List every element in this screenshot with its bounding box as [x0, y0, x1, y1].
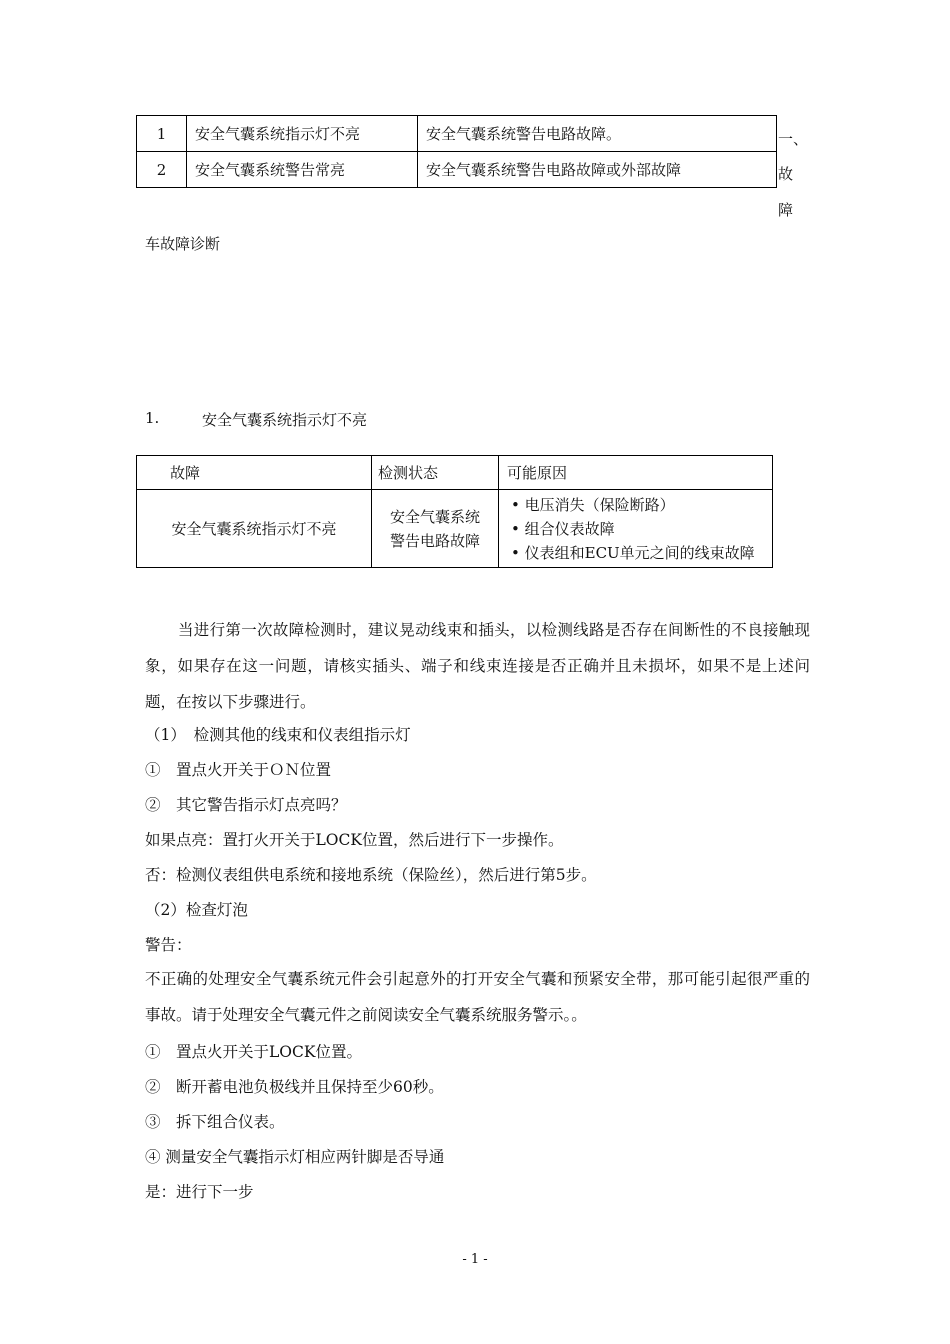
step1-if-yes: 如果点亮：置打火开关于LOCK位置，然后进行下一步操作。 — [145, 831, 564, 849]
cause-item: • 仪表组和ECU单元之间的线束故障 — [511, 543, 755, 562]
step2-item: ③ 拆下组合仪表。 — [145, 1113, 285, 1131]
state-line: 警告电路故障 — [389, 531, 480, 550]
row-number: 2 — [137, 152, 187, 188]
table-row — [137, 490, 773, 568]
step1-item: ② 其它警告指示灯点亮吗？ — [145, 796, 347, 814]
symptom-cell: 安全气囊系统指示灯不亮 — [187, 116, 418, 152]
table-header-row — [137, 456, 773, 490]
step2-item: ④ 测量安全气囊指示灯相应两针脚是否导通 — [145, 1148, 445, 1166]
side-heading-1: 一、 — [778, 130, 809, 148]
row-number: 1 — [137, 116, 187, 152]
step2-item: ② 断开蓄电池负极线并且保持至少60秒。 — [145, 1078, 444, 1096]
side-heading-2: 故 — [778, 165, 794, 183]
cause-cell: 安全气囊系统警告电路故障。 — [418, 116, 777, 152]
diagnosis-table — [136, 455, 773, 568]
symptom-cell: 安全气囊系统警告常亮 — [187, 152, 418, 188]
side-heading-3: 障 — [778, 201, 794, 219]
subsection-title: 安全气囊系统指示灯不亮 — [202, 411, 368, 429]
fault-summary-table — [136, 115, 777, 188]
step2-item: ① 置点火开关于LOCK位置。 — [145, 1043, 362, 1061]
intro-paragraph: 当进行第一次故障检测时，建议晃动线束和插头，以检测线路是否存在间断性的不良接触现象，如果存在这一问题，请核实插头、端子和线束连接是否正确并且未损坏，如果不是上述问题，在按以下步骤进行。 — [145, 621, 810, 711]
state-cell — [372, 490, 499, 568]
step2-if-yes: 是：进行下一步 — [145, 1183, 254, 1201]
header-state: 检测状态 — [372, 456, 499, 490]
step1-item: ① 置点火开关于ＯＮ位置 — [145, 761, 332, 779]
state-line: 安全气囊系统 — [389, 507, 480, 526]
warning-label: 警告： — [145, 936, 192, 954]
causes-cell — [499, 490, 773, 568]
step2-title: （2）检查灯泡 — [145, 901, 248, 919]
step1-title: （1） 检测其他的线束和仪表组指示灯 — [145, 726, 411, 744]
subsection-number: 1. — [145, 409, 160, 427]
table-row — [137, 116, 777, 152]
cause-item: • 电压消失（保险断路） — [511, 495, 675, 514]
cause-cell: 安全气囊系统警告电路故障或外部故障 — [418, 152, 777, 188]
cause-item: • 组合仪表故障 — [511, 519, 615, 538]
table-row — [137, 152, 777, 188]
step1-if-no: 否：检测仪表组供电系统和接地系统（保险丝），然后进行第5步。 — [145, 866, 597, 884]
page-number: - 1 - — [462, 1252, 488, 1267]
warning-text: 不正确的处理安全气囊系统元件会引起意外的打开安全气囊和预紧安全带，那可能引起很严重的事故。请于处理安全气囊元件之前阅读安全气囊系统服务警示。。 — [145, 970, 810, 1024]
section-title: 车故障诊断 — [145, 235, 221, 253]
header-fault: 故障 — [137, 456, 372, 490]
header-causes: 可能原因 — [499, 456, 773, 490]
fault-cell: 安全气囊系统指示灯不亮 — [137, 490, 372, 568]
